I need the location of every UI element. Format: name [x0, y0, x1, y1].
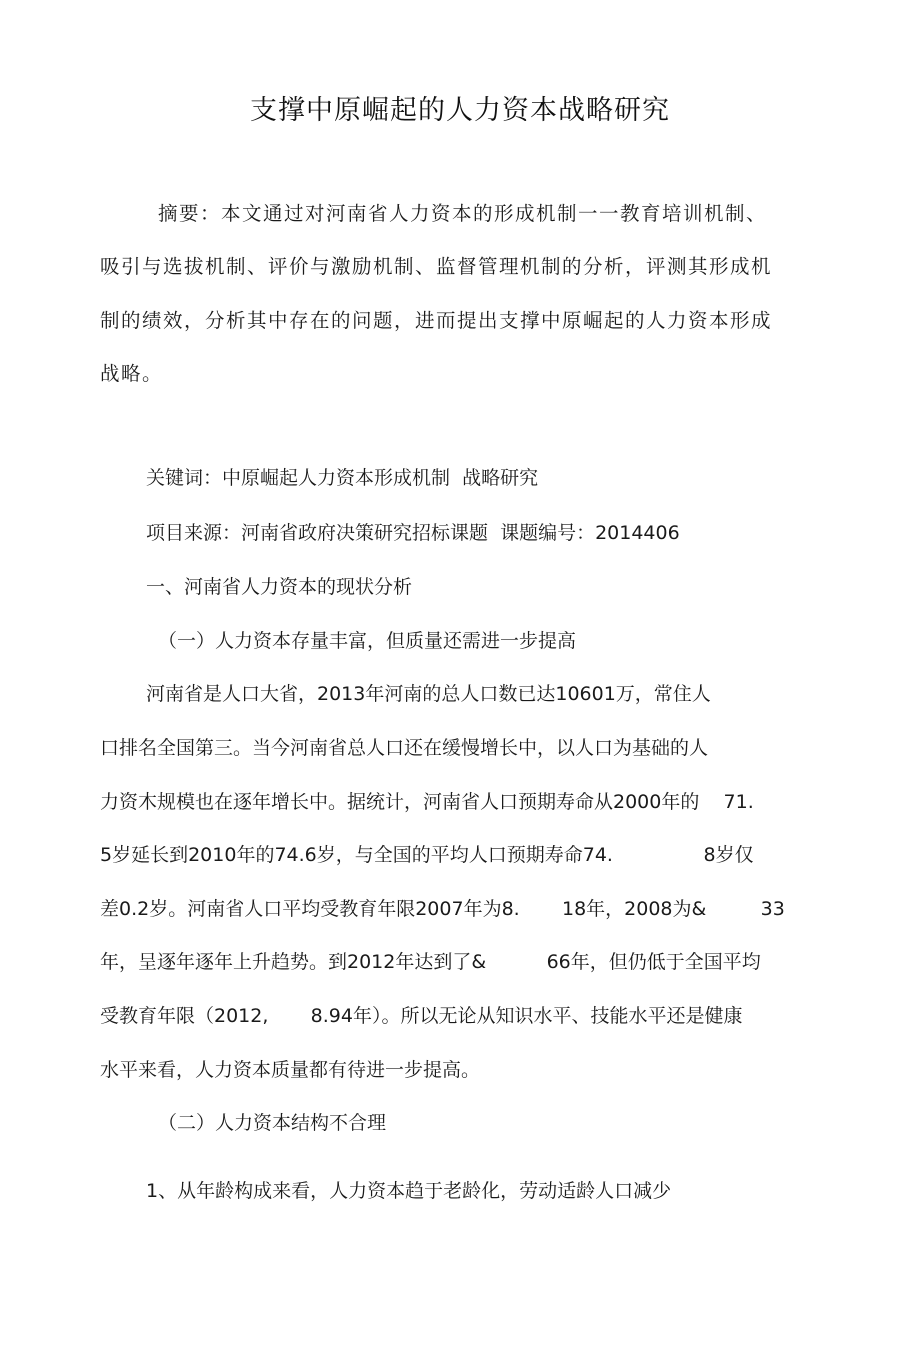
paragraph-1-line-1: 河南省是人口大省，2013年河南的总人口数已达10601万，常住人: [146, 683, 711, 705]
subsection-heading-2: （二）人力资本结构不合理: [158, 1112, 387, 1134]
project-source: 项目来源：河南省政府决策研究招标课题 课题编号：2014406: [146, 522, 680, 544]
paragraph-1-line-6: 年，呈逐年逐年上升趋势。到2012年达到了& 66年，但仍低于全国平均: [100, 951, 761, 973]
paragraph-1-line-7: 受教育年限（2012, 8.94年）。所以无论从知识水平、技能水平还是健康: [100, 1005, 743, 1027]
keywords: 关键词：中原崛起人力资本形成机制 战略研究: [146, 467, 539, 489]
document-title: 支撑中原崛起的人力资本战略研究: [250, 95, 670, 126]
paragraph-1-line-8: 水平来看，人力资本质量都有待进一步提高。: [100, 1059, 481, 1081]
paragraph-1-line-5: 差0.2岁。河南省人口平均受教育年限2007年为8. 18年，2008为& 33: [100, 898, 785, 920]
subsection-heading-1: （一）人力资本存量丰富，但质量还需进一步提高: [158, 630, 577, 652]
paragraph-1-line-3: 力资木规模也在逐年增长中。据统计，河南省人口预期寿命从2000年的 71.: [100, 791, 754, 813]
list-item-1: 1、从年龄构成来看，人力资本趋于老龄化，劳动适龄人口减少: [146, 1180, 672, 1202]
abstract-line-4: 战略。: [100, 362, 164, 385]
paragraph-1-line-4: 5岁延长到2010年的74.6岁，与全国的平均人口预期寿命74. 8岁仅: [100, 844, 754, 866]
abstract-line-3: 制的绩效，分析其中存在的问题，进而提出支撑中原崛起的人力资本形成: [100, 309, 773, 332]
abstract-line-2: 吸引与选拔机制、评价与激励机制、监督管理机制的分析，评测其形成机: [100, 255, 773, 278]
paragraph-1-line-2: 口排名全国第三。当今河南省总人口还在缓慢增长中，以人口为基础的人: [100, 737, 709, 759]
abstract-line-1: 摘要：本文通过对河南省人力资本的形成机制一一教育培训机制、: [158, 202, 768, 225]
section-heading-1: 一、河南省人力资本的现状分析: [146, 576, 413, 598]
